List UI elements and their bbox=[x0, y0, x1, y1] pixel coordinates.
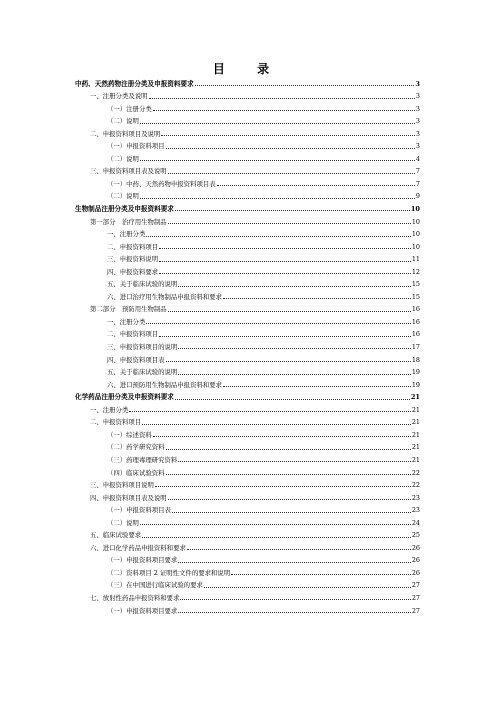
toc-entry-label: 六、进口治疗用生物制品申报资料和要求 bbox=[107, 292, 223, 301]
toc-entry-label: 二、申报资料项目 bbox=[90, 418, 142, 427]
toc-entry-page: 19 bbox=[411, 380, 420, 389]
toc-entry[interactable] bbox=[75, 552, 420, 565]
toc-entry-label: 四、申报资料项目表及说明 bbox=[90, 493, 167, 502]
toc-entry-page: 15 bbox=[411, 292, 420, 301]
toc-entry[interactable] bbox=[75, 527, 420, 540]
toc-leader-dots bbox=[175, 399, 410, 400]
toc-leader-dots bbox=[223, 298, 411, 299]
toc-entry-page: 10 bbox=[410, 205, 420, 214]
toc-entry-page: 16 bbox=[411, 317, 420, 326]
toc-leader-dots bbox=[146, 236, 411, 237]
toc-leader-dots bbox=[178, 562, 411, 563]
toc-entry-page: 4 bbox=[415, 154, 420, 163]
toc-leader-dots bbox=[195, 85, 415, 86]
toc-leader-dots bbox=[142, 424, 411, 425]
toc-entry-page: 21 bbox=[411, 418, 420, 427]
toc-entry[interactable] bbox=[75, 100, 420, 113]
toc-leader-dots bbox=[155, 486, 411, 487]
toc-entry-label: （三）药理毒理研究资料 bbox=[107, 455, 178, 464]
toc-entry[interactable] bbox=[75, 138, 420, 151]
toc-entry-page: 11 bbox=[411, 255, 420, 264]
toc-entry-page: 3 bbox=[415, 79, 420, 88]
toc-entry[interactable] bbox=[75, 338, 420, 351]
toc-entry-label: （一）申报资料项目 bbox=[107, 142, 165, 151]
toc-entry-label: （二）资料项目 2 证明性文件的要求和说明 bbox=[107, 568, 231, 577]
toc-entry[interactable] bbox=[75, 125, 420, 138]
toc-leader-dots bbox=[161, 135, 415, 136]
toc-leader-dots bbox=[140, 160, 415, 161]
toc-entry-label: 三、申报资料项目说明 bbox=[90, 481, 154, 490]
toc-leader-dots bbox=[140, 198, 415, 199]
toc-entry-label: 三、申报资料项目表及说明 bbox=[90, 167, 167, 176]
toc-leader-dots bbox=[140, 123, 415, 124]
toc-leader-dots bbox=[140, 524, 411, 525]
toc-entry-page: 27 bbox=[411, 581, 420, 590]
toc-entry-page: 3 bbox=[415, 104, 420, 113]
toc-entry-label: 二、申报资料项目 bbox=[107, 330, 159, 339]
toc-entry-label: 四、申报资料项目表 bbox=[107, 355, 165, 364]
toc-entry-page: 21 bbox=[411, 455, 420, 464]
toc-entry[interactable] bbox=[75, 602, 420, 615]
toc-entry[interactable] bbox=[75, 213, 420, 226]
toc-entry-page: 3 bbox=[415, 142, 420, 151]
toc-entry-label: 三、申报资料项目的说明 bbox=[107, 343, 178, 352]
toc-entry[interactable] bbox=[75, 175, 420, 188]
toc-entry-page: 3 bbox=[415, 129, 420, 138]
toc-entry-page: 7 bbox=[415, 179, 420, 188]
toc-entry-page: 9 bbox=[415, 192, 420, 201]
toc-entry[interactable] bbox=[75, 364, 420, 377]
toc-leader-dots bbox=[231, 574, 411, 575]
toc-leader-dots bbox=[178, 286, 411, 287]
toc-leader-dots bbox=[217, 185, 415, 186]
toc-entry-label: （一）注册分类 bbox=[107, 104, 152, 113]
toc-entry-page: 21 bbox=[410, 393, 420, 402]
toc-entry-label: 三、申报资料说明 bbox=[107, 255, 159, 264]
toc-entry[interactable] bbox=[75, 301, 420, 314]
toc-entry-label: 一、注册分类 bbox=[90, 405, 129, 414]
toc-entry[interactable] bbox=[75, 276, 420, 289]
toc-entry-page: 3 bbox=[415, 92, 420, 101]
toc-entry[interactable] bbox=[75, 113, 420, 126]
toc-entry[interactable] bbox=[75, 150, 420, 163]
toc-leader-dots bbox=[129, 411, 411, 412]
toc-entry-label: 六、进口预防用生物制品申报资料和要求 bbox=[107, 380, 223, 389]
toc-entry-label: （四）临床试验资料 bbox=[107, 468, 165, 477]
toc-entry[interactable] bbox=[75, 88, 420, 101]
toc-entry[interactable] bbox=[75, 263, 420, 276]
toc-entry-page: 23 bbox=[411, 493, 420, 502]
table-of-contents bbox=[75, 75, 420, 615]
toc-leader-dots bbox=[175, 210, 410, 211]
toc-leader-dots bbox=[166, 361, 411, 362]
toc-leader-dots bbox=[159, 336, 411, 337]
toc-entry-label: （三）在中国进行临床试验的要求 bbox=[107, 581, 203, 590]
toc-entry[interactable] bbox=[75, 75, 420, 88]
toc-leader-dots bbox=[178, 612, 411, 613]
toc-entry-page: 22 bbox=[411, 468, 420, 477]
toc-leader-dots bbox=[168, 499, 411, 500]
toc-entry-label: （一）申报资料项目要求 bbox=[107, 556, 178, 565]
toc-leader-dots bbox=[153, 436, 411, 437]
toc-leader-dots bbox=[168, 173, 415, 174]
toc-entry-page: 17 bbox=[411, 343, 420, 352]
toc-entry-page: 22 bbox=[411, 481, 420, 490]
toc-leader-dots bbox=[159, 261, 411, 262]
toc-entry[interactable] bbox=[75, 226, 420, 239]
toc-entry-label: 第一部分 治疗用生物制品 bbox=[90, 217, 167, 226]
toc-leader-dots bbox=[168, 311, 411, 312]
toc-entry[interactable] bbox=[75, 200, 420, 213]
toc-entry-label: 五、关于临床试验的说明 bbox=[107, 280, 178, 289]
toc-entry[interactable] bbox=[75, 539, 420, 552]
toc-leader-dots bbox=[166, 449, 411, 450]
toc-entry-page: 27 bbox=[411, 606, 420, 615]
toc-entry[interactable] bbox=[75, 251, 420, 264]
toc-entry-label: 二、申报资料项目 bbox=[107, 242, 159, 251]
toc-entry[interactable] bbox=[75, 288, 420, 301]
toc-entry-page: 26 bbox=[411, 543, 420, 552]
toc-entry-page: 16 bbox=[411, 330, 420, 339]
toc-entry-label: 五、临床试验要求 bbox=[90, 531, 142, 540]
toc-entry-page: 26 bbox=[411, 568, 420, 577]
toc-entry-label: （二）说明 bbox=[107, 154, 139, 163]
toc-leader-dots bbox=[146, 323, 411, 324]
toc-leader-dots bbox=[166, 148, 415, 149]
toc-leader-dots bbox=[168, 223, 411, 224]
toc-entry-page: 10 bbox=[411, 230, 420, 239]
toc-entry-page: 7 bbox=[415, 167, 420, 176]
toc-entry[interactable] bbox=[75, 451, 420, 464]
toc-entry-page: 12 bbox=[411, 267, 420, 276]
toc-entry-label: 一、注册分类 bbox=[107, 317, 146, 326]
toc-entry-page: 21 bbox=[411, 405, 420, 414]
toc-entry-label: （一）中药、天然药物申报资料项目表 bbox=[107, 179, 216, 188]
toc-entry-label: （二）说明 bbox=[107, 192, 139, 201]
toc-leader-dots bbox=[153, 110, 415, 111]
toc-entry-label: （一）综述资料 bbox=[107, 430, 152, 439]
toc-entry-page: 10 bbox=[411, 217, 420, 226]
toc-leader-dots bbox=[178, 348, 411, 349]
toc-entry[interactable] bbox=[75, 464, 420, 477]
toc-entry-label: （二）药学研究资料 bbox=[107, 443, 165, 452]
toc-entry[interactable] bbox=[75, 439, 420, 452]
toc-leader-dots bbox=[204, 587, 411, 588]
toc-leader-dots bbox=[159, 273, 411, 274]
toc-entry-label: 生物制品注册分类及申报资料要求 bbox=[75, 205, 174, 214]
toc-entry-label: 中药、天然药物注册分类及申报资料要求 bbox=[75, 79, 194, 88]
toc-entry[interactable] bbox=[75, 163, 420, 176]
toc-entry[interactable] bbox=[75, 589, 420, 602]
toc-entry-page: 10 bbox=[411, 242, 420, 251]
toc-entry-label: （二）说明 bbox=[107, 117, 139, 126]
toc-entry[interactable] bbox=[75, 489, 420, 502]
toc-entry-label: 六、进口化学药品申报资料和要求 bbox=[90, 543, 186, 552]
toc-entry-page: 16 bbox=[411, 305, 420, 314]
toc-entry-label: （一）申报资料项目表 bbox=[107, 506, 171, 515]
toc-leader-dots bbox=[172, 512, 411, 513]
toc-leader-dots bbox=[159, 248, 411, 249]
toc-entry-page: 19 bbox=[411, 368, 420, 377]
toc-entry-label: 化学药品注册分类及申报资料要求 bbox=[75, 393, 174, 402]
toc-entry-label: （一）申报资料项目要求 bbox=[107, 606, 178, 615]
toc-entry-label: 七、放射性药品申报资料和要求 bbox=[90, 593, 180, 602]
toc-entry-label: 一、注册分类及说明 bbox=[90, 92, 148, 101]
toc-entry-page: 26 bbox=[411, 556, 420, 565]
toc-entry[interactable] bbox=[75, 389, 420, 402]
toc-entry-page: 24 bbox=[411, 518, 420, 527]
toc-title: 目 录 bbox=[212, 62, 284, 76]
toc-entry[interactable] bbox=[75, 376, 420, 389]
toc-leader-dots bbox=[178, 374, 411, 375]
toc-entry[interactable] bbox=[75, 188, 420, 201]
toc-entry[interactable] bbox=[75, 414, 420, 427]
toc-entry-label: 四、申报资料要求 bbox=[107, 267, 159, 276]
toc-entry[interactable] bbox=[75, 477, 420, 490]
toc-entry[interactable] bbox=[75, 351, 420, 364]
toc-leader-dots bbox=[142, 537, 411, 538]
toc-entry[interactable] bbox=[75, 401, 420, 414]
toc-leader-dots bbox=[223, 386, 411, 387]
toc-entry-page: 27 bbox=[411, 593, 420, 602]
toc-entry-page: 3 bbox=[415, 117, 420, 126]
toc-leader-dots bbox=[178, 461, 411, 462]
toc-entry-label: 一、注册分类 bbox=[107, 230, 146, 239]
toc-entry[interactable] bbox=[75, 238, 420, 251]
toc-entry-label: 第二部分 预防用生物制品 bbox=[90, 305, 167, 314]
toc-entry-page: 18 bbox=[411, 355, 420, 364]
toc-entry[interactable] bbox=[75, 326, 420, 339]
toc-entry-label: 二、申报资料项目及说明 bbox=[90, 129, 161, 138]
toc-leader-dots bbox=[180, 599, 410, 600]
toc-entry-page: 23 bbox=[411, 506, 420, 515]
toc-entry-page: 21 bbox=[411, 443, 420, 452]
toc-entry[interactable] bbox=[75, 577, 420, 590]
toc-entry-page: 15 bbox=[411, 280, 420, 289]
toc-entry[interactable] bbox=[75, 426, 420, 439]
toc-entry-page: 25 bbox=[411, 531, 420, 540]
toc-entry[interactable] bbox=[75, 564, 420, 577]
toc-entry[interactable] bbox=[75, 514, 420, 527]
toc-entry[interactable] bbox=[75, 313, 420, 326]
toc-leader-dots bbox=[187, 549, 411, 550]
toc-leader-dots bbox=[149, 98, 415, 99]
toc-entry-label: 五、关于临床试验的说明 bbox=[107, 368, 178, 377]
toc-entry-page: 21 bbox=[411, 430, 420, 439]
toc-leader-dots bbox=[166, 474, 411, 475]
toc-entry-label: （二）说明 bbox=[107, 518, 139, 527]
toc-entry[interactable] bbox=[75, 502, 420, 515]
